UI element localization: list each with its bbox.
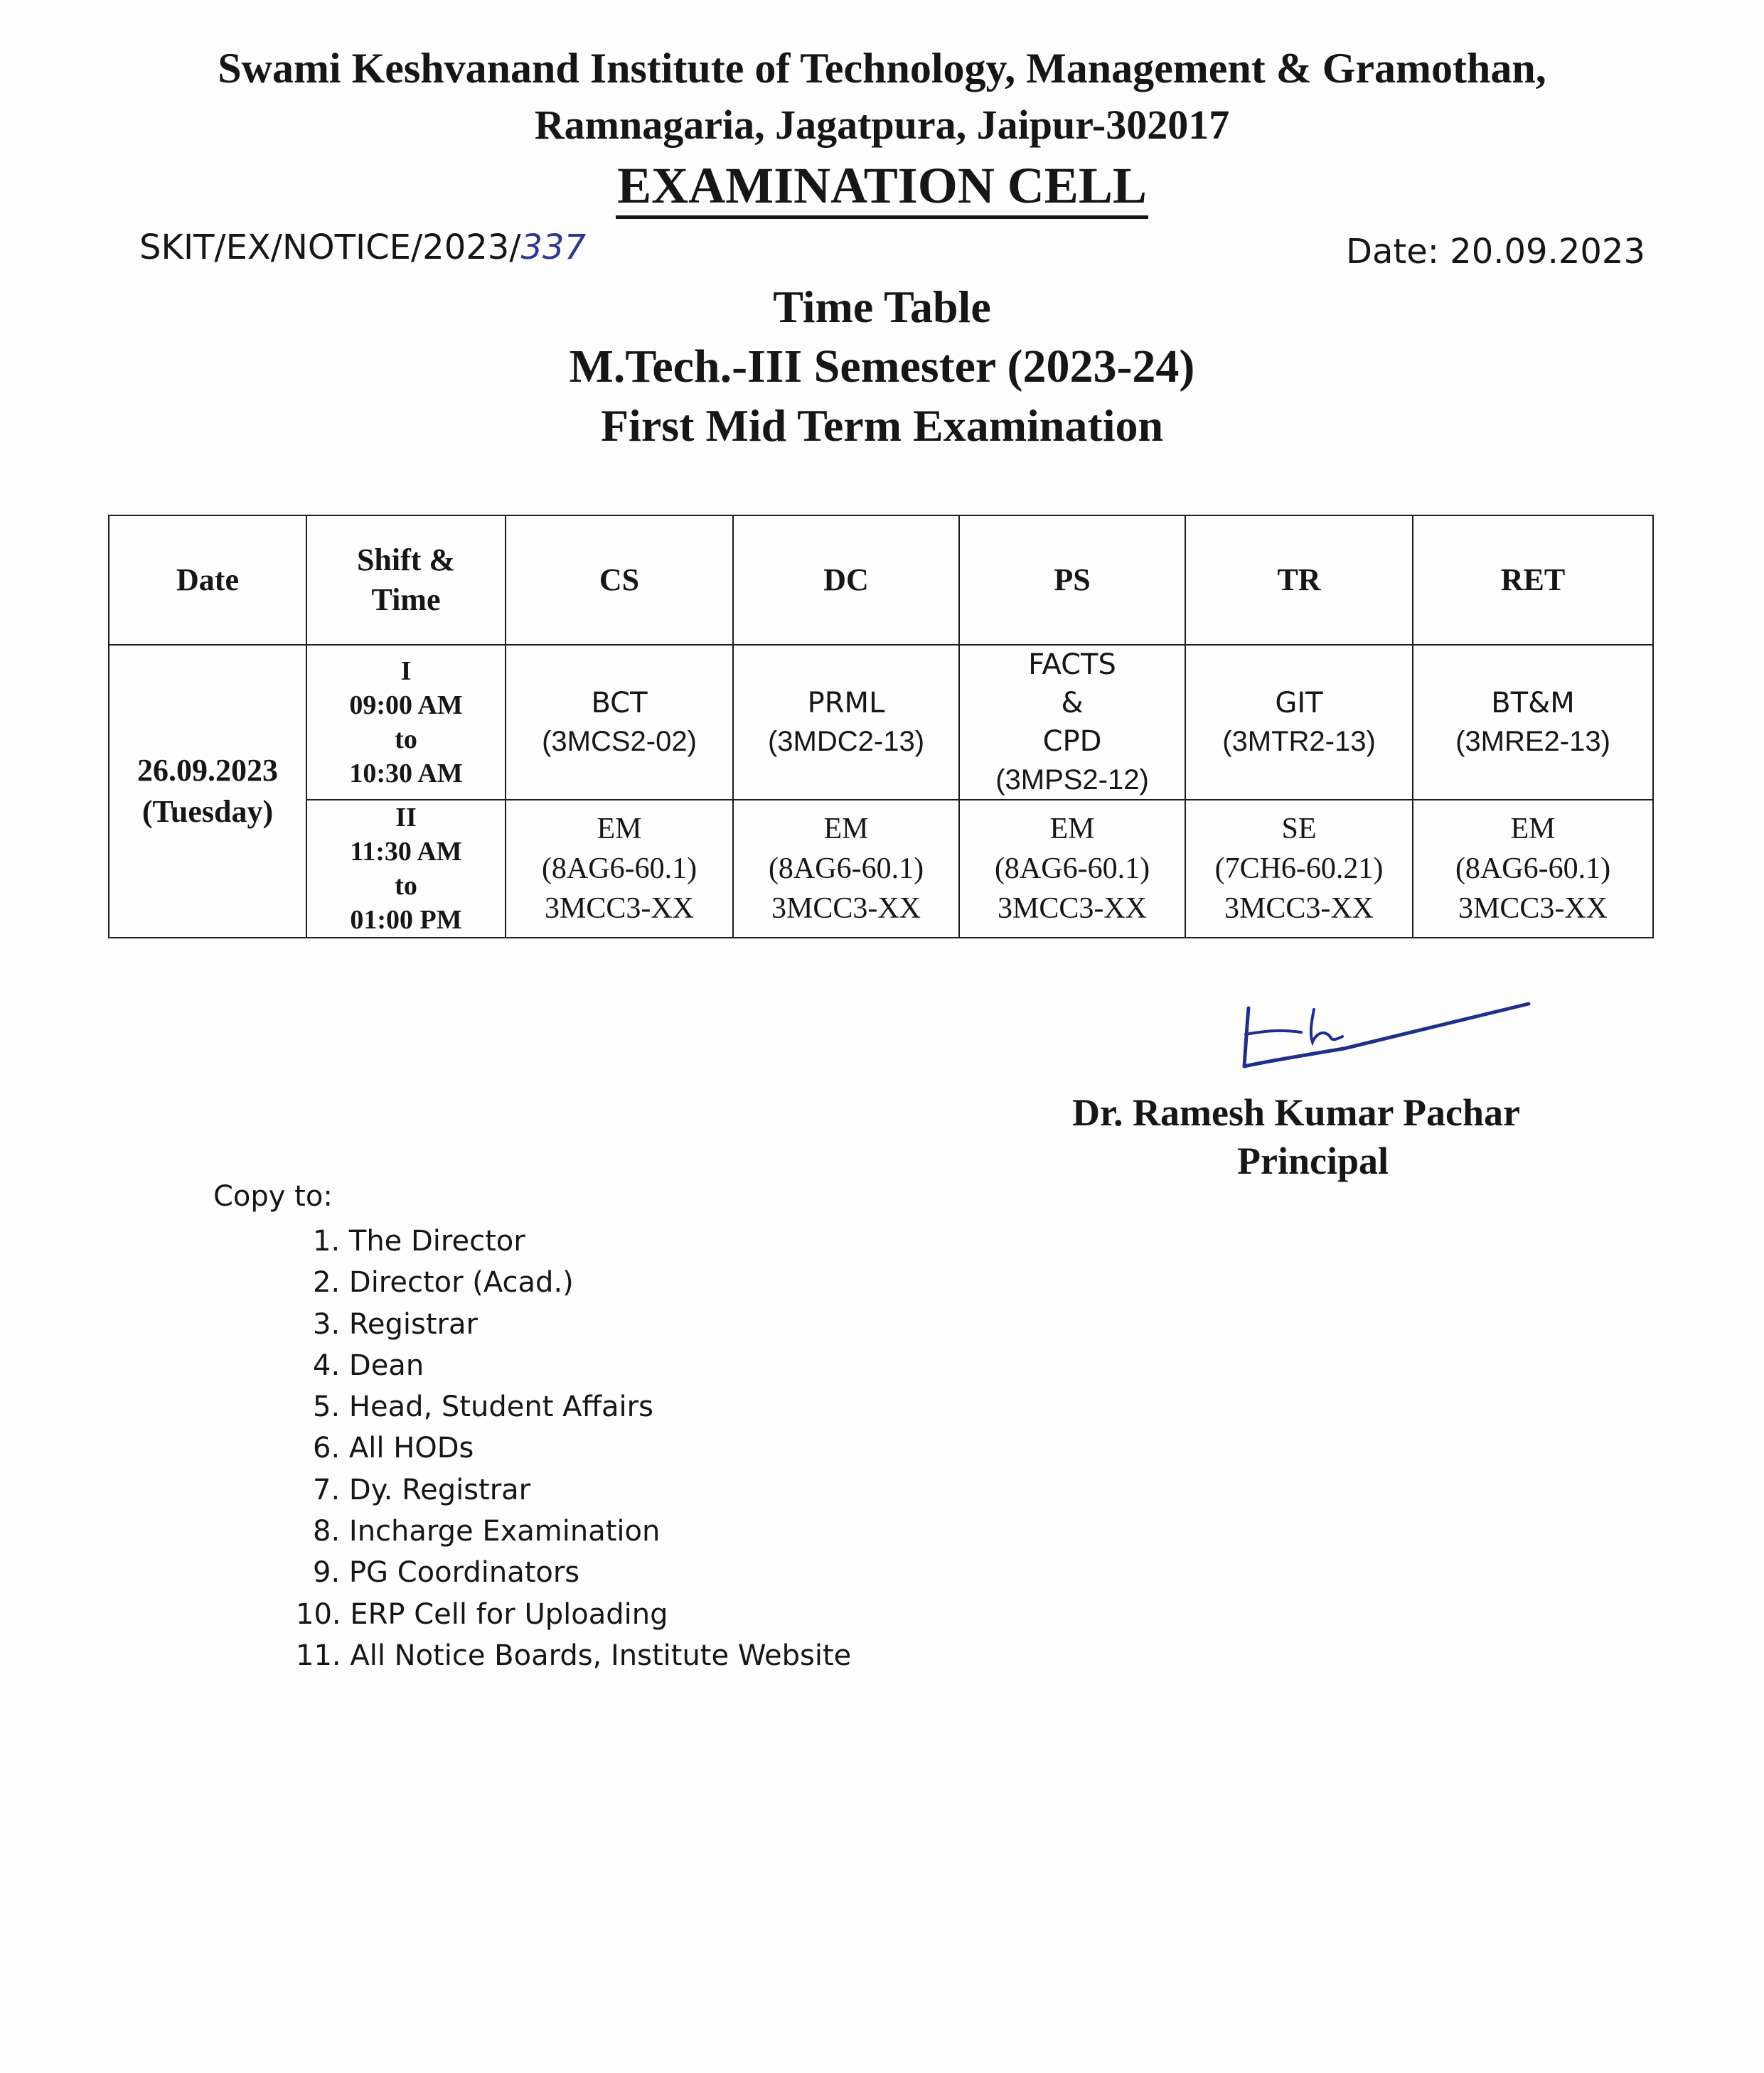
header-dc: DC bbox=[733, 515, 959, 645]
shift-2-ret-cell bbox=[1413, 800, 1653, 938]
shift-2-ps-subject: EM bbox=[1049, 813, 1095, 845]
list-item-text: ERP Cell for Uploading bbox=[350, 1597, 668, 1631]
list-item bbox=[313, 1469, 851, 1511]
list-item bbox=[313, 1552, 851, 1593]
shift-2-end: 01:00 PM bbox=[350, 905, 462, 935]
shift-1-tr-cell bbox=[1185, 645, 1413, 800]
list-item-number: 10. bbox=[296, 1597, 341, 1631]
exam-title: First Mid Term Examination bbox=[600, 400, 1164, 451]
exam-date: 26.09.2023 bbox=[137, 753, 278, 788]
shift-1-dc-subject: PRML bbox=[807, 687, 885, 719]
list-item-text: All HODs bbox=[348, 1432, 474, 1465]
signatory-designation: Principal bbox=[1237, 1140, 1389, 1182]
header-tr: TR bbox=[1185, 515, 1413, 645]
shift-2-tr-code: (7CH6-60.21) bbox=[1214, 852, 1384, 885]
shift-1-tr-code: (3MTR2-13) bbox=[1222, 726, 1376, 757]
header-ret: RET bbox=[1413, 515, 1653, 645]
list-item bbox=[313, 1511, 851, 1552]
signature-image bbox=[1237, 995, 1536, 1081]
shift-2-name: II bbox=[395, 803, 417, 832]
list-item bbox=[313, 1304, 851, 1345]
shift-2-dc-code: (8AG6-60.1) bbox=[768, 852, 924, 885]
notice-handwritten-number: 337 bbox=[520, 227, 587, 267]
list-item-text: Registrar bbox=[348, 1307, 478, 1341]
list-item-text: PG Coordinators bbox=[348, 1556, 580, 1590]
list-item-text: Head, Student Affairs bbox=[348, 1391, 653, 1424]
notice-number bbox=[139, 227, 586, 267]
shift-1-ps-subject-3: CPD bbox=[1042, 725, 1102, 758]
header-shift-time bbox=[306, 515, 506, 645]
shift-1-tr-subject: GIT bbox=[1275, 687, 1323, 719]
timetable bbox=[108, 515, 1654, 938]
examination-cell-title bbox=[0, 156, 1764, 215]
list-item-number: 1. bbox=[313, 1225, 341, 1258]
header-ps: PS bbox=[959, 515, 1185, 645]
list-item-text: The Director bbox=[348, 1225, 525, 1258]
shift-2-cs-code: (8AG6-60.1) bbox=[541, 852, 697, 885]
shift-2-dc-code2: 3MCC3-XX bbox=[771, 892, 921, 925]
shift-2-ret-subject: EM bbox=[1510, 813, 1556, 845]
exam-date-cell bbox=[109, 645, 306, 938]
shift-1-ret-cell bbox=[1413, 645, 1653, 800]
list-item-text: Director (Acad.) bbox=[348, 1266, 574, 1300]
exam-day: (Tuesday) bbox=[141, 794, 274, 829]
shift-1-ret-code: (3MRE2-13) bbox=[1455, 726, 1610, 757]
list-item bbox=[296, 1594, 851, 1635]
list-item bbox=[296, 1635, 851, 1676]
list-item-number: 8. bbox=[313, 1515, 341, 1548]
list-item-number: 9. bbox=[313, 1556, 341, 1590]
shift-2-cs-cell bbox=[506, 800, 733, 938]
list-item-number: 7. bbox=[313, 1473, 341, 1506]
shift-1-end: 10:30 AM bbox=[349, 759, 463, 788]
list-item bbox=[313, 1427, 851, 1469]
shift-2-dc-subject: EM bbox=[823, 813, 869, 845]
list-item-number: 3. bbox=[313, 1307, 341, 1341]
shift-1-to: to bbox=[395, 724, 417, 754]
header-date: Date bbox=[109, 515, 306, 645]
header-shift-line2: Time bbox=[371, 582, 441, 617]
list-item-text: Dean bbox=[348, 1349, 424, 1382]
shift-2-tr-cell bbox=[1185, 800, 1413, 938]
shift-2-ret-code2: 3MCC3-XX bbox=[1458, 892, 1608, 925]
institute-name: Swami Keshvanand Institute of Technology, Management & Gramothan, bbox=[218, 45, 1546, 92]
shift-1-ps-code: (3MPS2-12) bbox=[995, 764, 1149, 796]
shift-2-to: to bbox=[395, 871, 417, 901]
shift-2-cell bbox=[306, 800, 506, 938]
shift-1-ps-subject-2: & bbox=[1061, 687, 1084, 719]
list-item bbox=[313, 1345, 851, 1386]
list-item-text: Incharge Examination bbox=[348, 1515, 661, 1548]
shift-1-dc-code: (3MDC2-13) bbox=[767, 726, 925, 757]
table-row-shift-2 bbox=[109, 800, 1653, 938]
list-item-number: 2. bbox=[313, 1266, 341, 1300]
table-header-row bbox=[109, 515, 1653, 645]
header-shift-line1: Shift & bbox=[356, 542, 456, 577]
shift-1-start: 09:00 AM bbox=[349, 690, 463, 720]
shift-2-ps-code2: 3MCC3-XX bbox=[997, 892, 1148, 925]
notice-date: Date: 20.09.2023 bbox=[1346, 232, 1645, 272]
shift-2-tr-code2: 3MCC3-XX bbox=[1224, 892, 1374, 925]
header-cs: CS bbox=[506, 515, 733, 645]
signatory-name: Dr. Ramesh Kumar Pachar bbox=[1072, 1091, 1520, 1134]
list-item-text: Dy. Registrar bbox=[348, 1473, 531, 1506]
list-item-number: 4. bbox=[313, 1349, 341, 1382]
shift-1-dc-cell bbox=[733, 645, 959, 800]
shift-1-ps-cell bbox=[959, 645, 1185, 800]
list-item bbox=[313, 1221, 851, 1262]
shift-2-ps-code: (8AG6-60.1) bbox=[994, 852, 1150, 885]
list-item bbox=[313, 1386, 851, 1427]
copy-to-label: Copy to: bbox=[213, 1180, 333, 1213]
shift-2-dc-cell bbox=[733, 800, 959, 938]
list-item-number: 6. bbox=[313, 1432, 341, 1465]
shift-1-cs-code: (3MCS2-02) bbox=[542, 726, 697, 757]
list-item-text: All Notice Boards, Institute Website bbox=[350, 1639, 852, 1672]
shift-2-ret-code: (8AG6-60.1) bbox=[1455, 852, 1611, 885]
list-item bbox=[313, 1262, 851, 1303]
shift-1-name: I bbox=[400, 656, 412, 686]
shift-2-start: 11:30 AM bbox=[350, 837, 462, 867]
shift-2-cs-subject: EM bbox=[597, 813, 642, 845]
shift-1-cs-cell bbox=[506, 645, 733, 800]
timetable-title: Time Table bbox=[773, 282, 991, 332]
notice-prefix: SKIT/EX/NOTICE/2023/ bbox=[139, 227, 521, 267]
table-row-shift-1 bbox=[109, 645, 1653, 800]
list-item-number: 11. bbox=[296, 1639, 341, 1672]
shift-1-ret-subject: BT&M bbox=[1491, 687, 1575, 719]
shift-1-cell bbox=[306, 645, 506, 800]
shift-2-ps-cell bbox=[959, 800, 1185, 938]
semester-title: M.Tech.-III Semester (2023-24) bbox=[569, 341, 1195, 392]
examination-cell-text: EXAMINATION CELL bbox=[616, 157, 1148, 219]
shift-1-cs-subject: BCT bbox=[591, 687, 648, 719]
shift-1-ps-subject-1: FACTS bbox=[1028, 648, 1116, 681]
copy-to-list bbox=[296, 1221, 852, 1676]
shift-2-tr-subject: SE bbox=[1281, 813, 1317, 845]
shift-2-cs-code2: 3MCC3-XX bbox=[544, 892, 695, 925]
institute-address: Ramnagaria, Jagatpura, Jaipur-302017 bbox=[534, 102, 1230, 148]
list-item-number: 5. bbox=[313, 1391, 341, 1424]
